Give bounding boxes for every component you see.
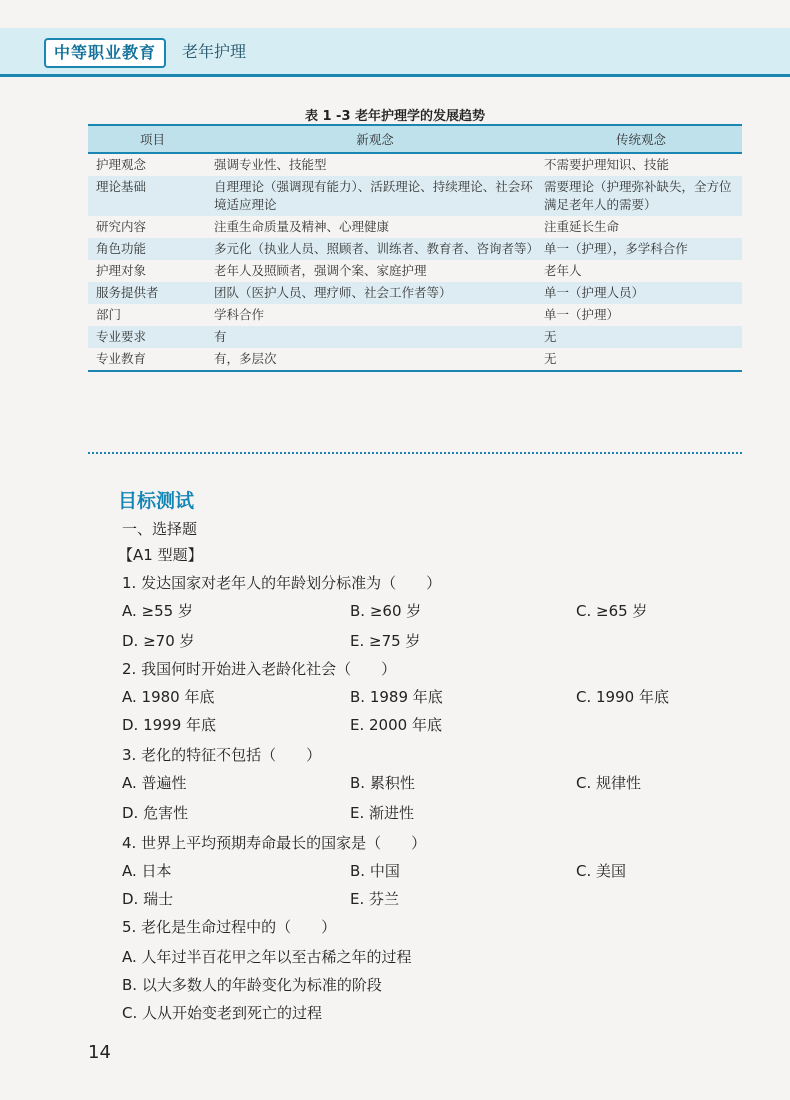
table-row — [88, 216, 742, 238]
cell-old: 注重延长生命 — [544, 219, 620, 234]
cell-old: 单一（护理） — [544, 307, 620, 322]
cell-item: 研究内容 — [96, 219, 147, 234]
question-1: 1. 发达国家对老年人的年龄划分标准为（ ） — [122, 574, 442, 592]
cell-old: 老年人 — [544, 263, 582, 278]
question-3: 3. 老化的特征不包括（ ） — [122, 746, 322, 764]
cell-old: 无 — [540, 326, 742, 348]
option: B. 累积性 — [350, 774, 415, 792]
header-rule — [0, 74, 790, 77]
cell-new: 团队（医护人员、理疗师、社会工作者等） — [210, 282, 540, 304]
col-header-new: 新观念 — [210, 125, 540, 153]
option: D. 瑞士 — [122, 890, 174, 908]
cell-new: 强调专业性、技能型 — [214, 157, 327, 172]
cell-new: 有 — [210, 326, 540, 348]
question-5: 5. 老化是生命过程中的（ ） — [122, 918, 337, 936]
dotted-divider — [88, 452, 742, 454]
cell-old: 需要理论（护理弥补缺失，全方位满足老年人的需要） — [540, 176, 742, 216]
table-row — [88, 260, 742, 282]
cell-new: 老年人及照顾者，强调个案、家庭护理 — [214, 263, 427, 278]
table-row — [88, 238, 742, 260]
trend-table — [88, 124, 742, 372]
cell-old: 单一（护理），多学科合作 — [540, 238, 742, 260]
table-caption: 表 1 -3 老年护理学的发展趋势 — [304, 109, 486, 124]
option: D. ≥70 岁 — [122, 632, 195, 650]
option: B. 1989 年底 — [350, 688, 443, 706]
option: C. ≥65 岁 — [576, 602, 648, 620]
page-number: 14 — [88, 1042, 111, 1063]
option: C. 1990 年底 — [576, 688, 669, 706]
option: B. 中国 — [350, 862, 400, 880]
option: E. 渐进性 — [350, 804, 415, 822]
cell-item: 服务提供者 — [88, 282, 210, 304]
col-header-old: 传统观念 — [540, 125, 742, 153]
cell-new: 自理理论（强调现有能力）、活跃理论、持续理论、社会环境适应理论 — [210, 176, 540, 216]
option: E. 2000 年底 — [350, 716, 442, 734]
option: C. 规律性 — [576, 774, 642, 792]
option: A. 1980 年底 — [122, 688, 215, 706]
option: E. ≥75 岁 — [350, 632, 421, 650]
question-type-label: 【A1 型题】 — [118, 546, 203, 564]
option: A. ≥55 岁 — [122, 602, 193, 620]
question-4: 4. 世界上平均预期寿命最长的国家是（ ） — [122, 834, 427, 852]
cell-new: 学科合作 — [214, 307, 265, 322]
table-row — [88, 176, 742, 216]
cell-item: 角色功能 — [88, 238, 210, 260]
table-row — [88, 153, 742, 176]
option: A. 人年过半百花甲之年以至古稀之年的过程 — [122, 948, 412, 966]
option: B. ≥60 岁 — [350, 602, 422, 620]
section-title: 目标测试 — [118, 490, 195, 512]
cell-old: 不需要护理知识、技能 — [544, 157, 670, 172]
option: D. 危害性 — [122, 804, 189, 822]
option: C. 美国 — [576, 862, 627, 880]
option: D. 1999 年底 — [122, 716, 217, 734]
option: B. 以大多数人的年龄变化为标准的阶段 — [122, 976, 382, 994]
option: A. 普遍性 — [122, 774, 187, 792]
series-title: 中等职业教育 — [44, 38, 166, 68]
cell-old: 无 — [540, 348, 742, 371]
table-header-row — [88, 125, 742, 153]
cell-item: 部门 — [96, 307, 122, 322]
cell-item: 护理对象 — [96, 263, 147, 278]
cell-new: 注重生命质量及精神、心理健康 — [214, 219, 390, 234]
cell-new: 有，多层次 — [210, 348, 540, 371]
cell-item: 理论基础 — [88, 176, 210, 216]
table-row — [88, 304, 742, 326]
page-header — [0, 0, 790, 88]
cell-new: 多元化（执业人员、照顾者、训练者、教育者、咨询者等） — [210, 238, 540, 260]
table-row — [88, 348, 742, 371]
cell-item: 专业要求 — [88, 326, 210, 348]
book-title: 老年护理 — [182, 42, 247, 61]
table-row — [88, 282, 742, 304]
cell-item: 护理观念 — [96, 157, 147, 172]
question-2: 2. 我国何时开始进入老龄化社会（ ） — [122, 660, 397, 678]
col-header-item: 项目 — [88, 125, 210, 153]
option: E. 芬兰 — [350, 890, 400, 908]
cell-old: 单一（护理人员） — [540, 282, 742, 304]
option: C. 人从开始变老到死亡的过程 — [122, 1004, 323, 1022]
subsection-title: 一、选择题 — [122, 520, 198, 538]
cell-item: 专业教育 — [88, 348, 210, 371]
table-row — [88, 326, 742, 348]
option: A. 日本 — [122, 862, 172, 880]
